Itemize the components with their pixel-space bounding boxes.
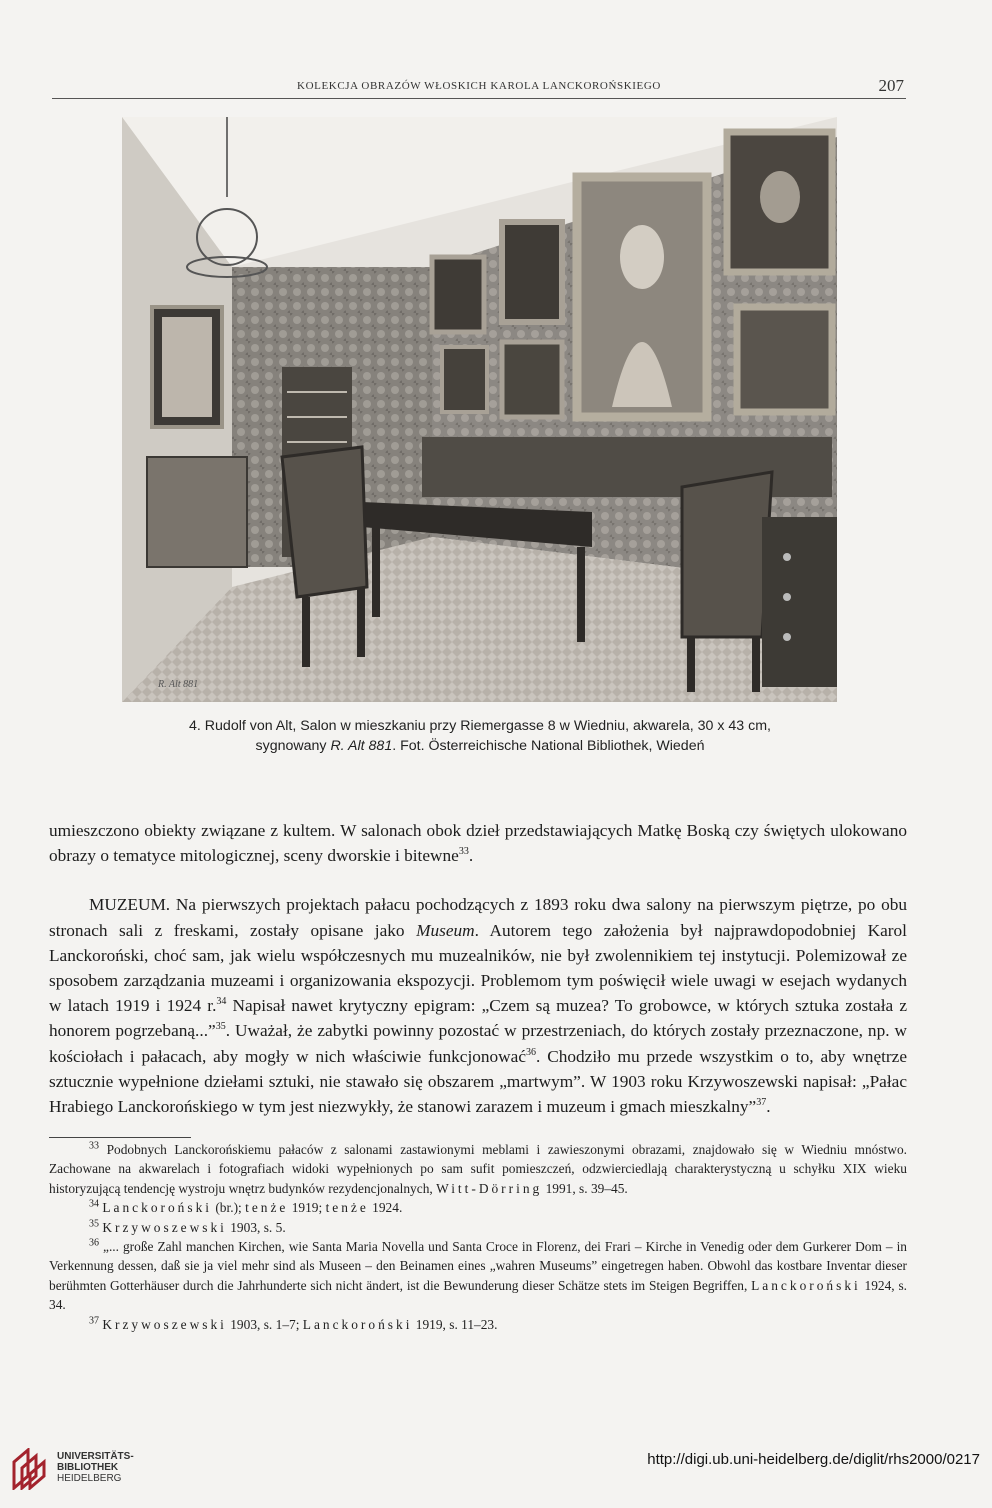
- footnote-34: $^{34}$ Lanckoroński (br.); tenże 1919; tenże 1924.: [89, 1198, 403, 1216]
- salon-interior-drawing: [122, 117, 837, 702]
- running-title: KOLEKCJA OBRAZÓW WŁOSKICH KAROLA LANCKOROŃSKIEGO: [297, 80, 661, 92]
- caption-line-2: sygnowany R. Alt 881. Fot. Österreichische National Bibliothek, Wiedeń: [255, 738, 705, 754]
- caption-line-1: 4. Rudolf von Alt, Salon w mieszkaniu przy Riemergasse 8 w Wiedniu, akwarela, 30 x 43 cm,: [189, 718, 771, 734]
- library-logo[interactable]: [8, 1448, 178, 1494]
- source-url-link[interactable]: http://digi.ub.uni-heidelberg.de/diglit/rhs2000/0217: [647, 1451, 980, 1468]
- page-number: 207: [878, 76, 904, 95]
- running-header: [52, 76, 906, 99]
- body-text: [49, 818, 907, 1119]
- figure-caption: [120, 716, 840, 756]
- artist-signature: R. Alt 881: [158, 679, 199, 690]
- footnote-divider: [49, 1137, 191, 1138]
- library-emblem-icon: [10, 1448, 52, 1490]
- paragraph-muzeum: MUZEUM. Na pierwszych projektach pałacu pochodzących z 1893 roku dwa salony na pierwszym piętrze, po obu stronach sali z freskami, zostały opisane jako Museum. Autorem tego założenia był najprawdopodobniej Karol Lanckoroński, choć sam, jak wielu współczesnych mu muzealników, nie był zwolennikiem tej instytucji. Polemizował ze sposobem zarządzania muzeami i organizowania ekspozycji. Problemom tym poświęcił wiele uwagi w esejach wydanych w latach 1919 i 1924 r.$^{34}$ Napisał nawet krytyczny epigram: „Czem są muzea? To grobowce, w których sztuka została z honorem pogrzebaną...”$^{35}$. Uważał, że zabytki powinny pozostać w przestrzeniach, do których zostały przeznaczone, np. w kościołach i pałacach, aby mogły w nich właściwie funkcjonować$^{36}$. Chodziło mu przede wszystkim o to, aby wnętrze sztucznie wypełnione dziełami sztuki, nie stawało się obszarem „martwym”. W 1903 roku Krzywoszewski napisał: „Pałac Hrabiego Lanckorońskiego w tym jest niezwykły, że stanowi zarazem i muzeum i gmach mieszkalny”$^{37}$.: [49, 895, 908, 1117]
- footnote-35: $^{35}$ Krzywoszewski 1903, s. 5.: [89, 1218, 286, 1235]
- library-name: UNIVERSITÄTS- BIBLIOTHEK HEIDELBERG: [57, 1451, 134, 1484]
- paragraph-1: umieszczono obiekty związane z kultem. W salonach obok dzieł przedstawiających Matkę Boską czy świętych ulokowano obrazy o tematyce mitologicznej, sceny dworskie i bitewne$^{33}$.: [49, 821, 907, 866]
- footnote-37: $^{37}$ Krzywoszewski 1903, s. 1–7; Lanckoroński 1919, s. 11–23.: [89, 1315, 498, 1332]
- footnote-36: $^{36}$ „... große Zahl manchen Kirchen, wie Santa Maria Novella und Santa Croce in Florenz, dei Frari – Kirche in Venedig oder dem Gurkerer Dom – in Verkennung dessen, daß sie ja viel mehr sind als Museen – den Beinamen eines „wahren Museums” eingetregen haben. Obwohl das kostbare Inventar dieser berühmten Gotterhäuser durch die Jahrhunderte sich nicht ändert, ist die Bewunderung dieser Schätze stets im Steigen Begriffen, Lanckoroński 1924, s. 34.: [49, 1237, 907, 1313]
- footnote-33: $^{33}$ Podobnych Lanckorońskiemu pałaców z salonami zastawionymi meblami i zawieszonymi obrazami, znajdowało się w Wiedniu mnóstwo. Zachowane na akwarelach i fotografiach widoki wypełnionych po sam sufit pomieszczeń, odzwierciedlają charakterystyczną u schyłku XIX wieku historyzującą tendencję wystroju wnętrz budynków rezydencjonalnych, Witt-Dörring 1991, s. 39–45.: [49, 1140, 907, 1196]
- watercolor-illustration: [122, 117, 837, 702]
- footnotes: [49, 1140, 907, 1334]
